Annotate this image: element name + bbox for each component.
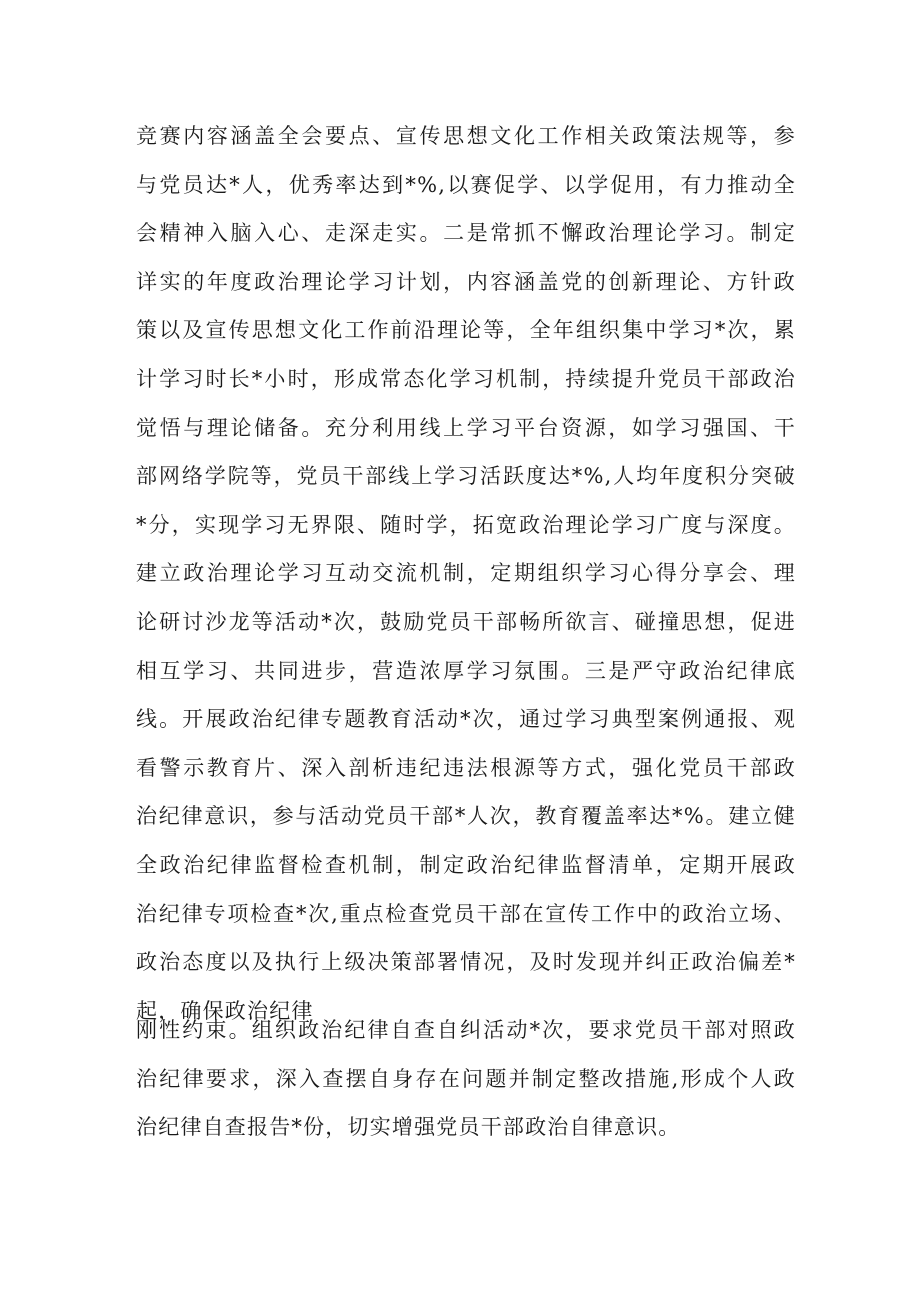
text-line: 治纪律意识，参与活动党员干部*人次，教育覆盖率达*%。建立健 <box>136 804 796 829</box>
text-line: 论研讨沙龙等活动*次，鼓励党员干部畅所欲言、碰撞思想，促进 <box>136 609 796 634</box>
text-line: 部网络学院等，党员干部线上学习活跃度达*%,人均年度积分突破 <box>136 464 796 489</box>
text-line: 详实的年度政治理论学习计划，内容涵盖党的创新理论、方针政 <box>136 269 796 294</box>
text-line: 刚性约束。组织政治纪律自查自纠活动*次，要求党员干部对照政 <box>136 1018 796 1042</box>
text-line: 线。开展政治纪律专题教育活动*次，通过学习典型案例通报、观 <box>136 707 796 732</box>
text-line: 起，确保政治纪律 <box>136 998 314 1023</box>
text-line: 建立政治理论学习互动交流机制，定期组织学习心得分享会、理 <box>136 561 796 586</box>
text-line: 觉悟与理论储备。充分利用线上学习平台资源，如学习强国、干 <box>136 415 796 440</box>
text-line: 会精神入脑入心、走深走实。二是常抓不懈政治理论学习。制定 <box>136 221 796 246</box>
text-line: 全政治纪律监督检查机制，制定政治纪律监督清单，定期开展政 <box>136 852 796 877</box>
text-line: 政治态度以及执行上级决策部署情况，及时发现并纠正政治偏差* <box>136 950 796 975</box>
text-line: 竞赛内容涵盖全会要点、宣传思想文化工作相关政策法规等，参 <box>136 124 796 148</box>
text-line: 计学习时长*小时，形成常态化学习机制，持续提升党员干部政治 <box>136 366 796 391</box>
text-line: *分，实现学习无界限、随时学，拓宽政治理论学习广度与深度。 <box>136 512 796 537</box>
text-line: 看警示教育片、深入剖析违纪违法根源等方式，强化党员干部政 <box>136 755 796 780</box>
body-paragraph-2 <box>136 1006 796 1152</box>
text-line: 治纪律要求，深入查摆自身存在问题并制定整改措施,形成个人政 <box>136 1066 796 1091</box>
body-paragraph-1 <box>136 112 796 1035</box>
text-line: 与党员达*人，优秀率达到*%,以赛促学、以学促用，有力推动全 <box>136 172 796 197</box>
text-line: 相互学习、共同进步，营造浓厚学习氛围。三是严守政治纪律底 <box>136 658 796 683</box>
text-line: 治纪律专项检查*次,重点检查党员干部在宣传工作中的政治立场、 <box>136 901 796 926</box>
text-line: 策以及宣传思想文化工作前沿理论等，全年组织集中学习*次，累 <box>136 318 796 343</box>
text-line: 治纪律自查报告*份，切实增强党员干部政治自律意识。 <box>136 1115 681 1140</box>
